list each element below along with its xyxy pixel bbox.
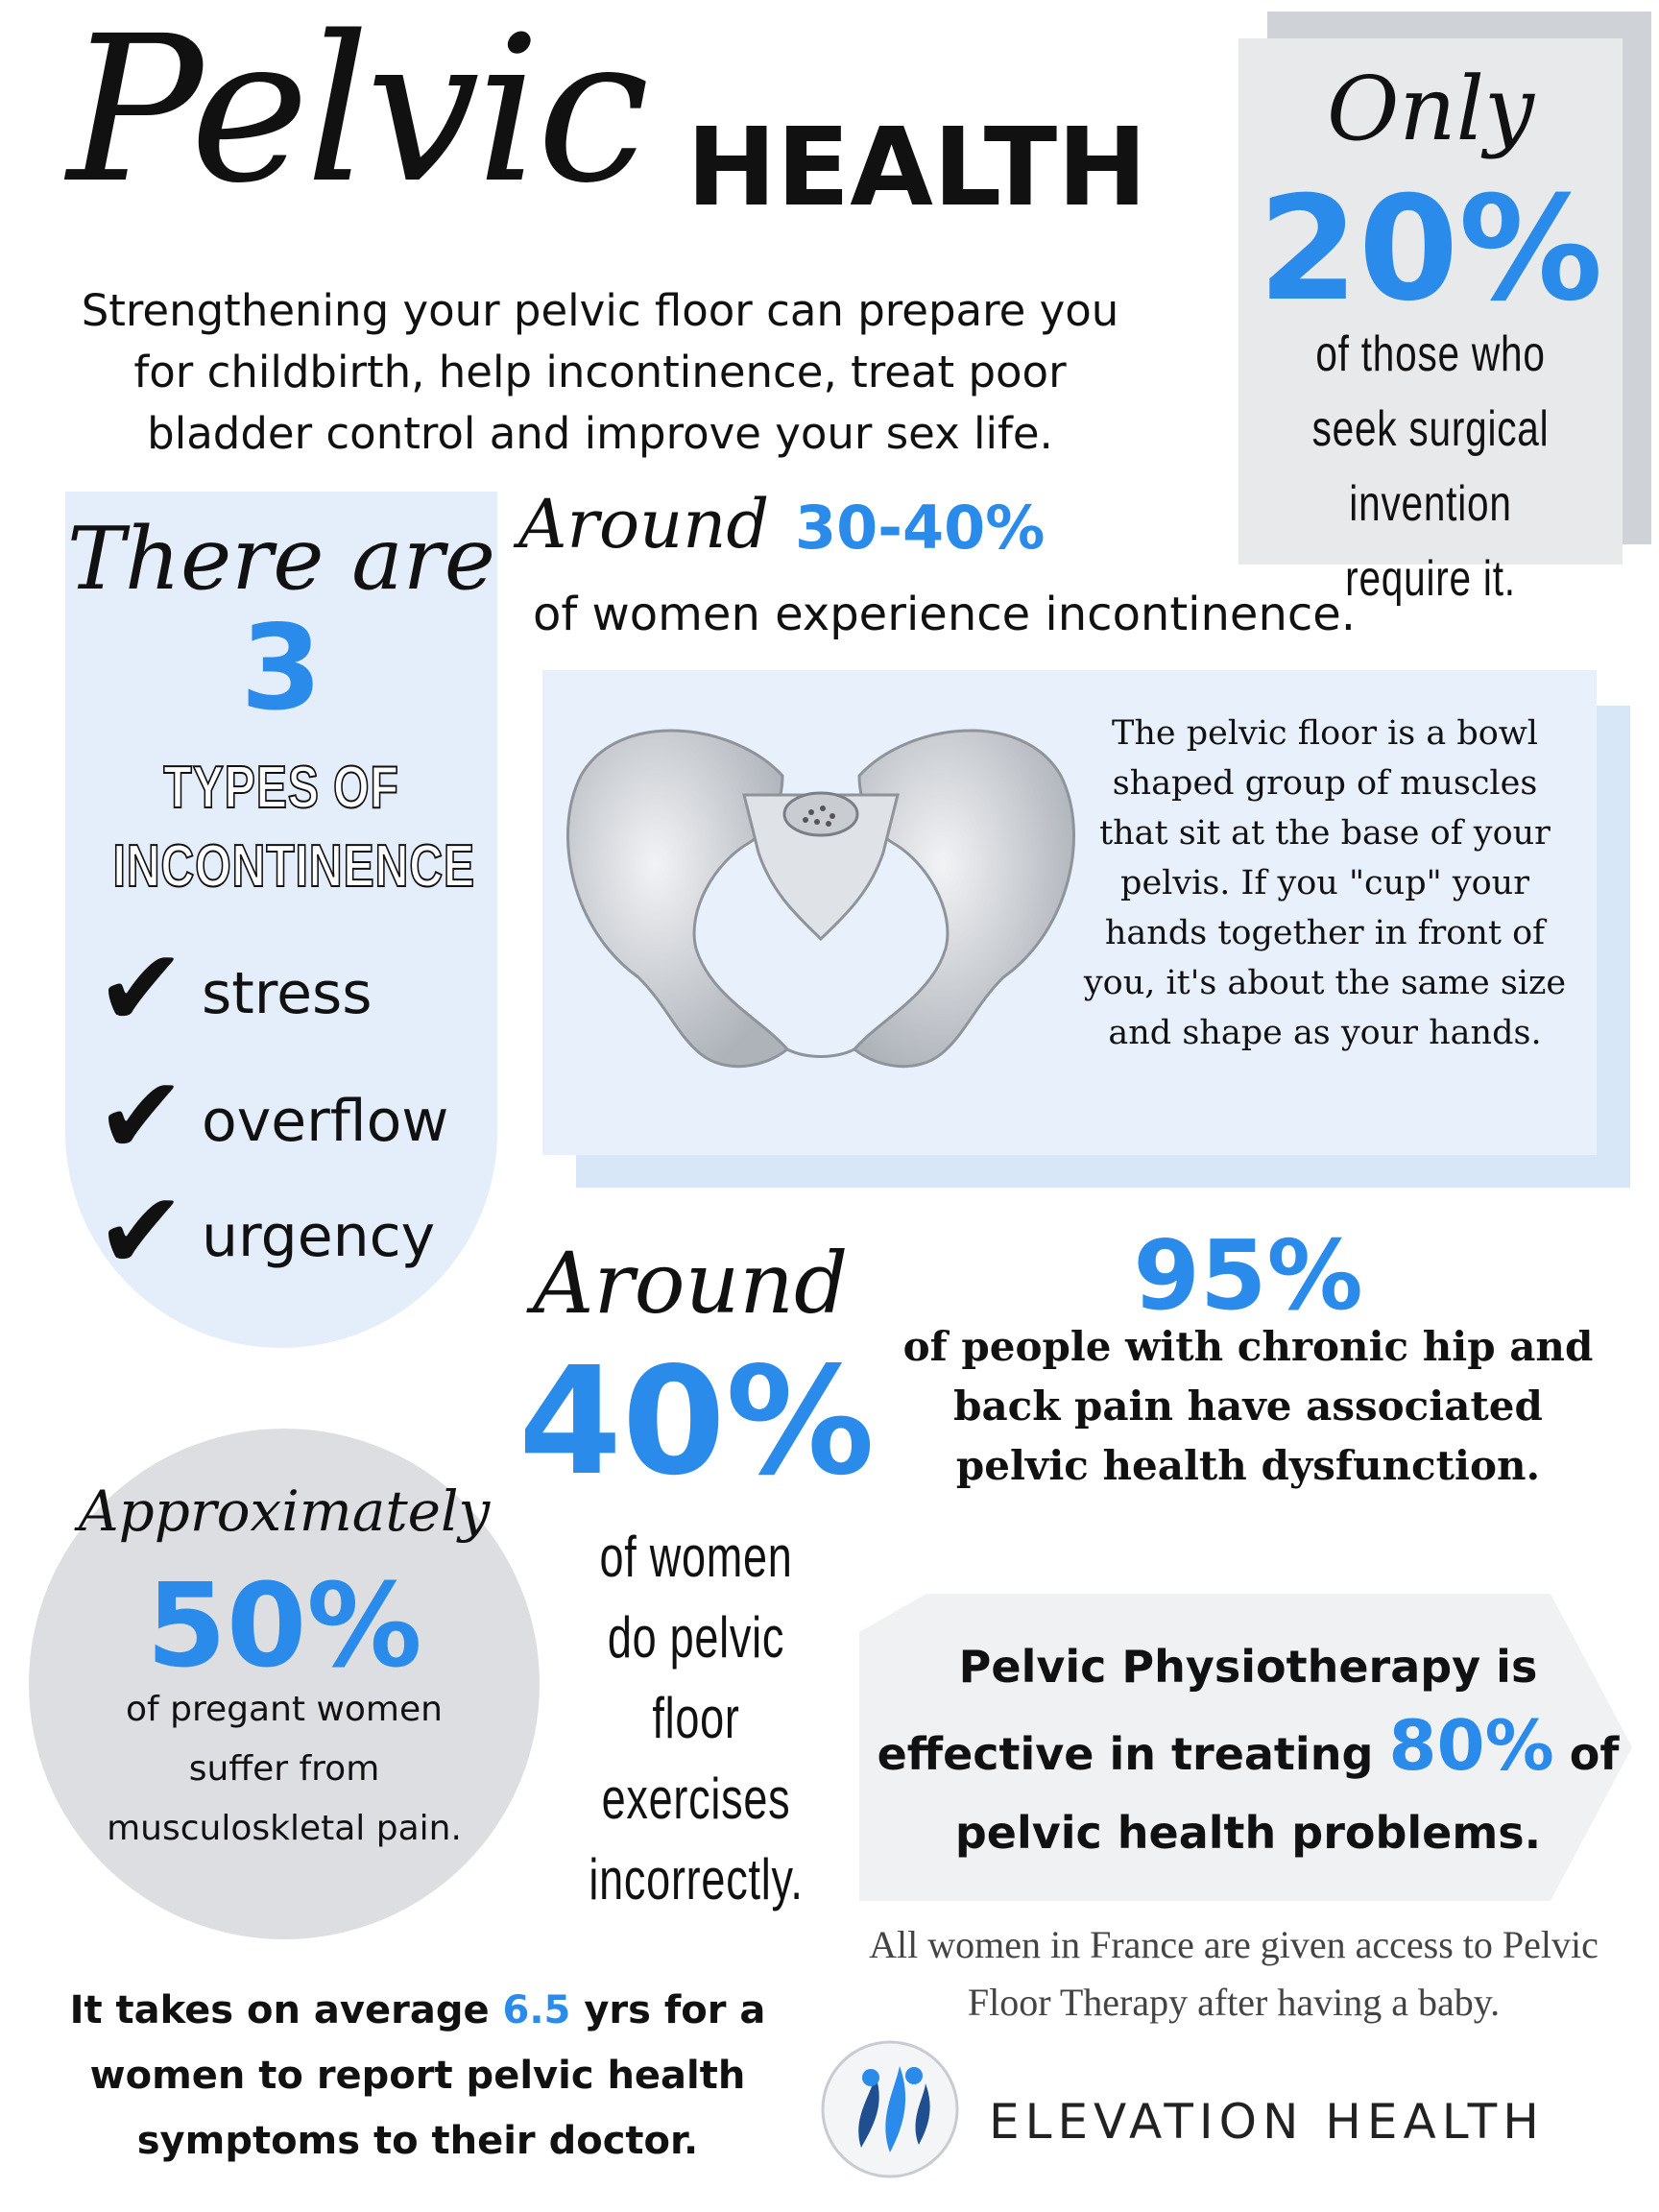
checkmark-icon: ✔ [96, 1054, 186, 1179]
pregnant-percent: 50% [146, 1560, 422, 1694]
physio-percent: 80% [1388, 1705, 1554, 1786]
physio-text [874, 1627, 1623, 1872]
france-note: All women in France are given access to Pelvic Floor Therapy after having a baby. [869, 1923, 1599, 2024]
pregnant-description: of pregant women suffer from musculoskletal pain. [107, 1690, 462, 1848]
only-description: of those who seek surgical invention require it. [1311, 326, 1550, 607]
only-word: Only [1326, 58, 1535, 160]
exercises-percent: 40% [518, 1334, 876, 1508]
only-percent: 20% [1258, 166, 1603, 333]
average-text-after: yrs for a women to report pelvic health symptoms to their doctor. [89, 1988, 766, 2163]
title-script-word: Pelvic [67, 0, 646, 228]
list-item-label: overflow [202, 1088, 449, 1155]
average-value: 6.5 [502, 1988, 571, 2032]
intro-text: Strengthening your pelvic floor can prepare you for childbirth, help incontinence, treat poor bladder control and improve your sex life. [81, 285, 1119, 459]
pelvis-illustration [552, 689, 1090, 1093]
title-bold-word: HEALTH [686, 106, 1147, 230]
pregnant-lead: Approximately [78, 1479, 491, 1544]
vertebra-disc [784, 793, 857, 835]
list-item-label: stress [202, 960, 373, 1027]
list-item-label: urgency [202, 1203, 436, 1270]
back-pain-percent: 95% [1133, 1219, 1363, 1332]
list-item [96, 1054, 499, 1179]
types-lead: There are [66, 509, 496, 610]
pelvis-left-bone [568, 731, 788, 1067]
physio-text-after: of pelvic health problems. [954, 1728, 1620, 1859]
physio-text-before: Pelvic Physiotherapy is effective in treating [877, 1641, 1538, 1780]
back-pain-description: of people with chronic hip and back pain have associated pelvic health dysfunction. [902, 1323, 1594, 1489]
average-report-text [38, 1978, 797, 2174]
exercises-lead: Around [533, 1234, 849, 1333]
average-text-before: It takes on average [69, 1988, 503, 2032]
incontinence-description: of women experience incontinence. [533, 588, 1357, 641]
elevation-health-logo-icon [818, 2037, 962, 2181]
incontinence-lead: Around [518, 485, 770, 564]
brand-name: ELEVATION HEALTH [989, 2094, 1545, 2150]
types-number: 3 [240, 600, 323, 736]
pelvis-right-bone [854, 731, 1074, 1067]
list-item [96, 1169, 499, 1294]
exercises-description: of women do pelvic floor exercises incorrectly. [589, 1525, 804, 1911]
list-item [96, 926, 499, 1051]
checkmark-icon: ✔ [96, 1169, 186, 1294]
incontinence-percent: 30-40% [795, 493, 1046, 563]
checkmark-icon: ✔ [96, 926, 186, 1051]
types-label: TYPES OF INCONTINENCE [112, 755, 475, 900]
pelvic-floor-text: The pelvic floor is a bowl shaped group of muscles that sit at the base of your pelvis. If you "cup" your hands together in front of you, it's about the same size and shape as your hands. [1083, 714, 1567, 1052]
